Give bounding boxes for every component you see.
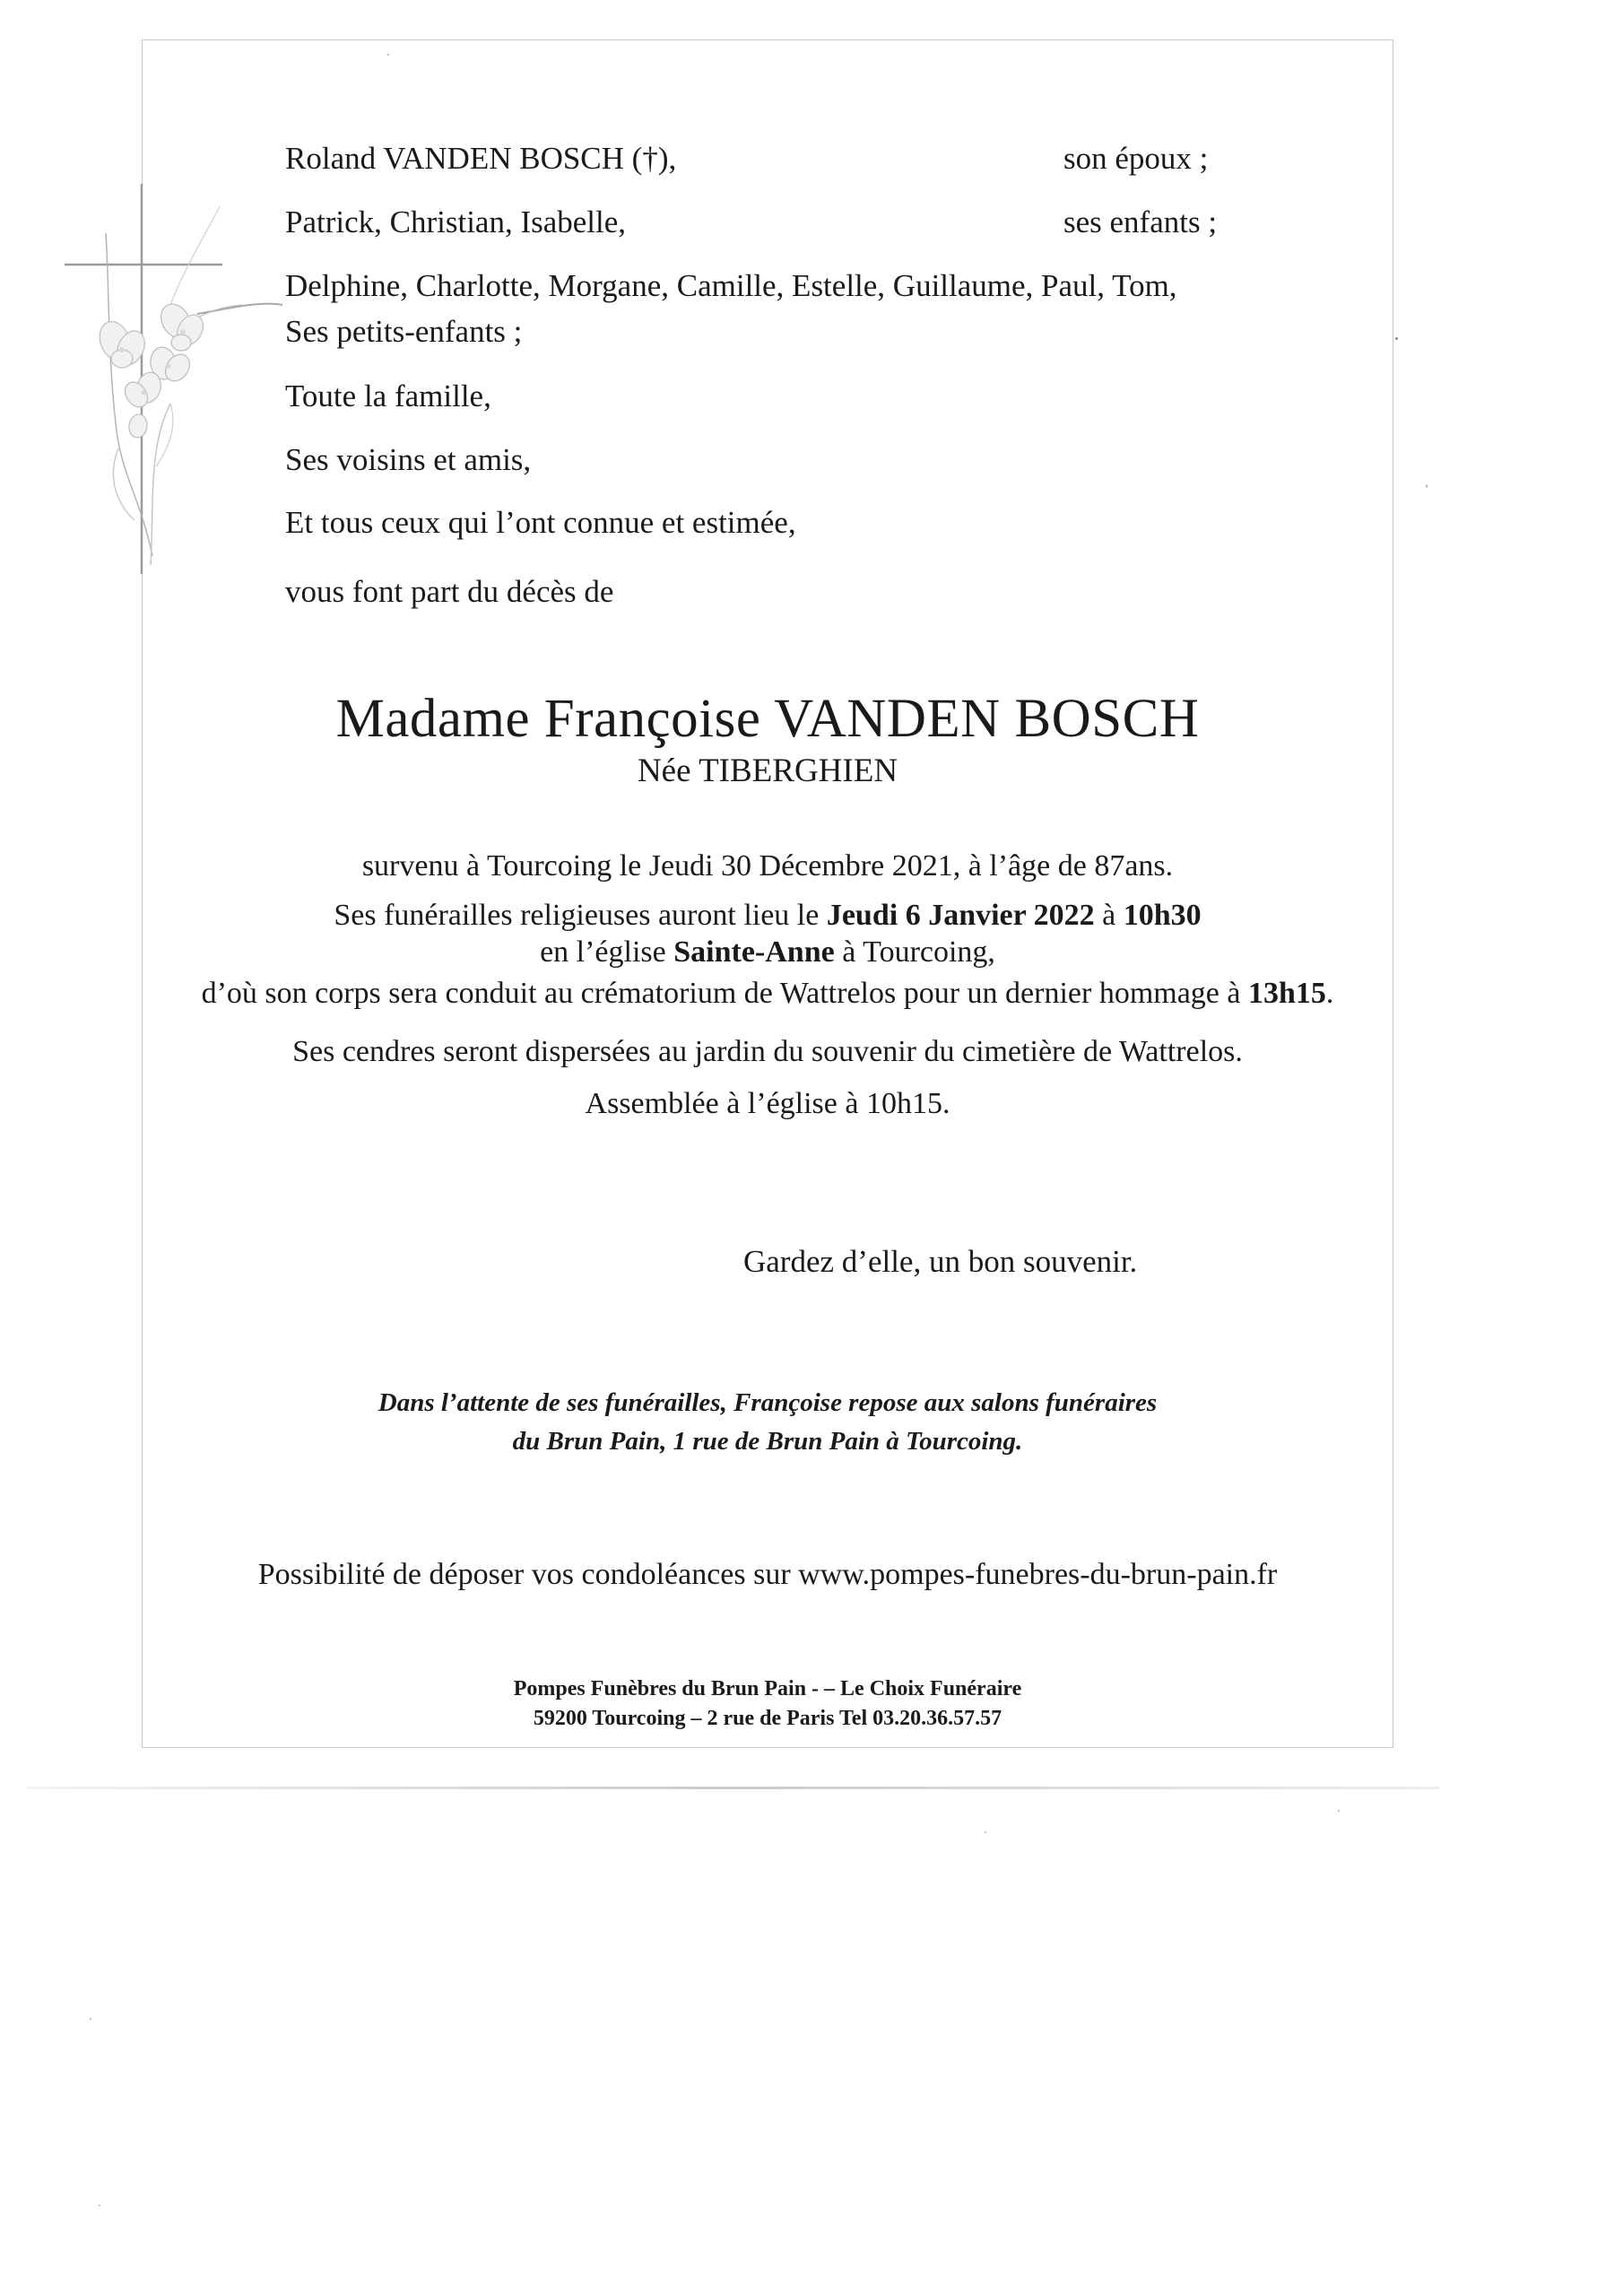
funeral-date: Jeudi 6 Janvier 2022 (826, 899, 1095, 932)
scan-speck (1338, 1810, 1340, 1812)
funeral-line-2 (142, 934, 1393, 971)
funeral-line-1 (142, 897, 1393, 935)
family-name: Ses voisins et amis, (285, 442, 532, 477)
family-name: Delphine, Charlotte, Morgane, Camille, Estelle, Guillaume, Paul, Tom, (285, 268, 1177, 303)
funeral-time: 10h30 (1123, 899, 1202, 932)
funeral-text: . (1325, 977, 1334, 1010)
church-name: Sainte-Anne (673, 935, 835, 969)
scan-speck (1426, 484, 1428, 488)
family-name: Patrick, Christian, Isabelle, (285, 204, 627, 239)
family-name: Roland VANDEN BOSCH (†), (285, 141, 677, 176)
scan-speck (387, 54, 389, 56)
condolences-line: Possibilité de déposer vos condoléances sur www.pompes-funebres-du-brun-pain.fr (257, 1558, 1278, 1591)
rest-note-line-2: du Brun Pain, 1 rue de Brun Pain à Tourcoing. (512, 1427, 1023, 1456)
cross-lily-illustration (63, 179, 296, 583)
funeral-text: à (1094, 899, 1124, 932)
maiden-name: Née TIBERGHIEN (637, 752, 898, 789)
death-details: survenu à Tourcoing le Jeudi 30 Décembre 2021, à l’âge de 87ans. (361, 849, 1174, 883)
scan-speck (99, 2205, 100, 2206)
family-name: Et tous ceux qui l’ont connue et estimée, (285, 505, 796, 540)
funeral-text: d’où son corps sera conduit au crématorium de Wattrelos pour un dernier hommage à (201, 977, 1248, 1010)
scan-edge-line (27, 1787, 1439, 1789)
family-relation: ses enfants ; (1063, 204, 1218, 239)
scan-speck (985, 1831, 986, 1833)
funeral-line-3 (142, 975, 1393, 1013)
funeral-home-address: 59200 Tourcoing – 2 rue de Paris Tel 03.20.36.57.57 (533, 1707, 1002, 1730)
deceased-name: Madame Françoise VANDEN BOSCH (335, 689, 1200, 749)
funeral-text: en l’église (540, 935, 674, 969)
ashes-details: Ses cendres seront dispersées au jardin du souvenir du cimetière de Wattrelos. (292, 1035, 1243, 1068)
scan-speck (90, 2018, 91, 2020)
scan-speck (1395, 337, 1398, 340)
cremation-time: 13h15 (1247, 977, 1326, 1010)
funeral-text: Ses funérailles religieuses auront lieu le (334, 899, 827, 932)
assembly-details: Assemblée à l’église à 10h15. (585, 1087, 950, 1120)
funeral-home-name: Pompes Funèbres du Brun Pain - – Le Choix Funéraire (513, 1677, 1022, 1700)
family-name: Ses petits-enfants ; (285, 314, 523, 349)
family-name: Toute la famille, (285, 378, 491, 413)
rest-note-line-1: Dans l’attente de ses funérailles, Françoise repose aux salons funéraires (378, 1388, 1158, 1417)
family-relation: son époux ; (1063, 141, 1209, 176)
funeral-text: à Tourcoing, (834, 935, 995, 969)
memory-line: Gardez d’elle, un bon souvenir. (743, 1244, 1138, 1279)
announcement-intro: vous font part du décès de (285, 574, 614, 609)
